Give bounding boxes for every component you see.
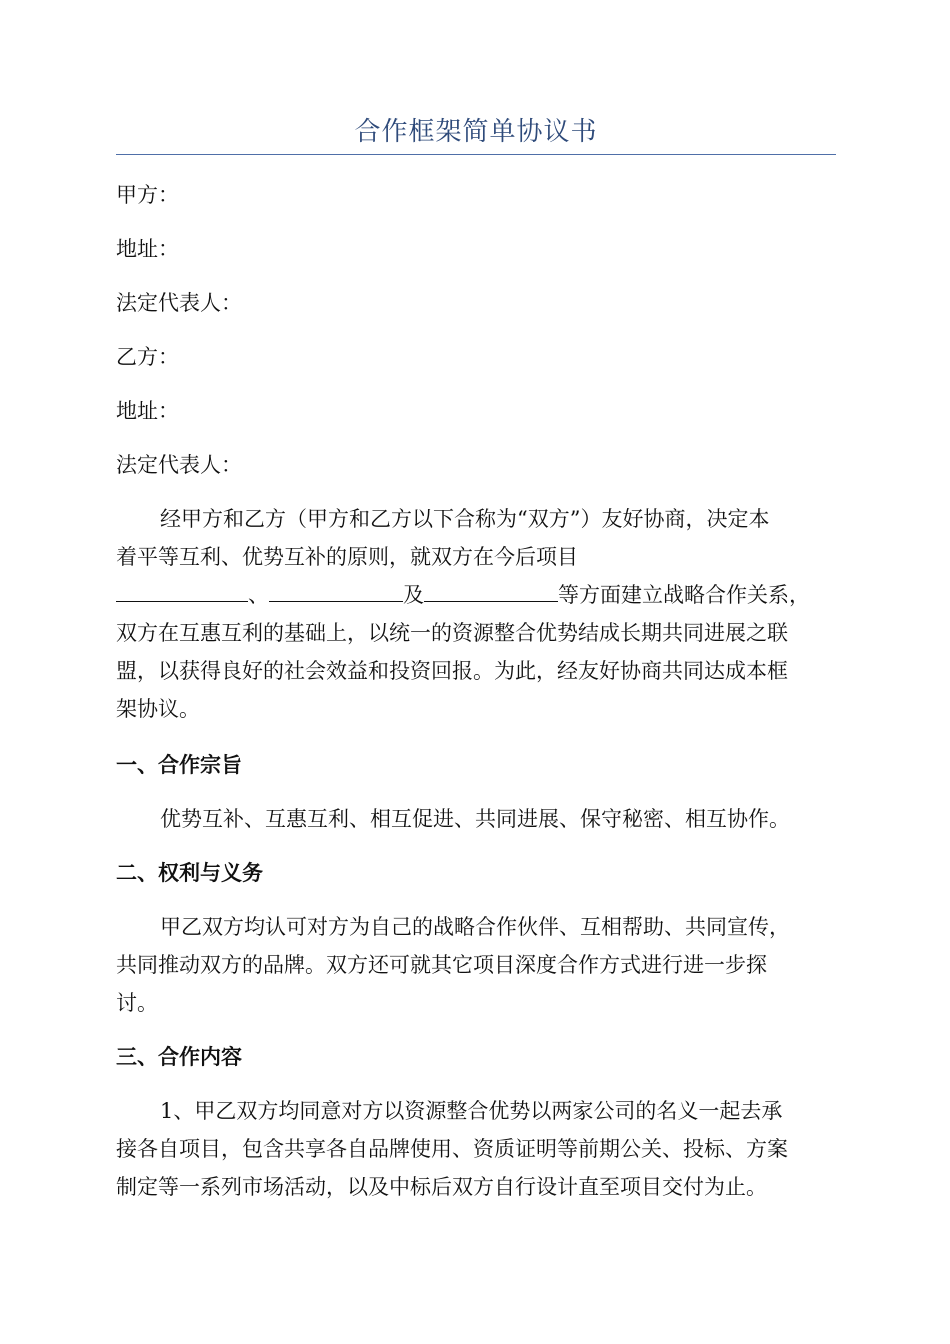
party-b-label: 乙方： [116,345,179,369]
section-body [116,800,836,838]
blank-field [269,579,403,602]
intro-paragraph [116,500,836,728]
blank-separator: 、 [248,583,269,607]
section-heading: 二、权利与义务 [116,861,263,885]
section-body [116,908,836,1022]
party-b-address-label: 地址： [116,399,179,423]
section-heading: 三、合作内容 [116,1045,242,1069]
section-line: 接各自项目，包含共享各自品牌使用、资质证明等前期公关、投标、方案 [116,1137,788,1161]
section-line: 甲乙双方均认可对方为自己的战略合作伙伴、互相帮助、共同宣传， [160,915,790,939]
party-b-representative-label: 法定代表人： [116,453,242,477]
intro-line: 双方在互惠互利的基础上，以统一的资源整合优势结成长期共同进展之联 [116,621,788,645]
section-line: 共同推动双方的品牌。双方还可就其它项目深度合作方式进行进一步探 [116,953,767,977]
intro-line-tail: 等方面建立战略合作关系， [558,583,810,607]
title-underline [116,154,836,155]
section-line: 优势互补、互惠互利、相互促进、共同进展、保守秘密、相互协作。 [160,807,790,831]
section-heading: 一、合作宗旨 [116,753,242,777]
document-title: 合作框架简单协议书 [354,117,598,147]
party-a-address-label: 地址： [116,237,179,261]
blank-separator: 及 [403,583,424,607]
blank-field [116,579,248,602]
section-line: 1、甲乙双方均同意对方以资源整合优势以两家公司的名义一起去承 [160,1099,783,1123]
party-a-representative-label: 法定代表人： [116,291,242,315]
intro-line-with-blanks [116,576,836,614]
blank-field [424,579,558,602]
intro-line: 盟，以获得良好的社会效益和投资回报。为此，经友好协商共同达成本框 [116,659,788,683]
party-a-label: 甲方： [116,183,179,207]
intro-line: 经甲方和乙方（甲方和乙方以下合称为“双方”）友好协商，决定本 [160,507,770,531]
section-body [116,1092,836,1206]
section-line: 制定等一系列市场活动，以及中标后双方自行设计直至项目交付为止。 [116,1175,767,1199]
section-line: 讨。 [116,991,158,1015]
intro-line: 着平等互利、优势互补的原则，就双方在今后项目 [116,545,578,569]
intro-line: 架协议。 [116,697,200,721]
